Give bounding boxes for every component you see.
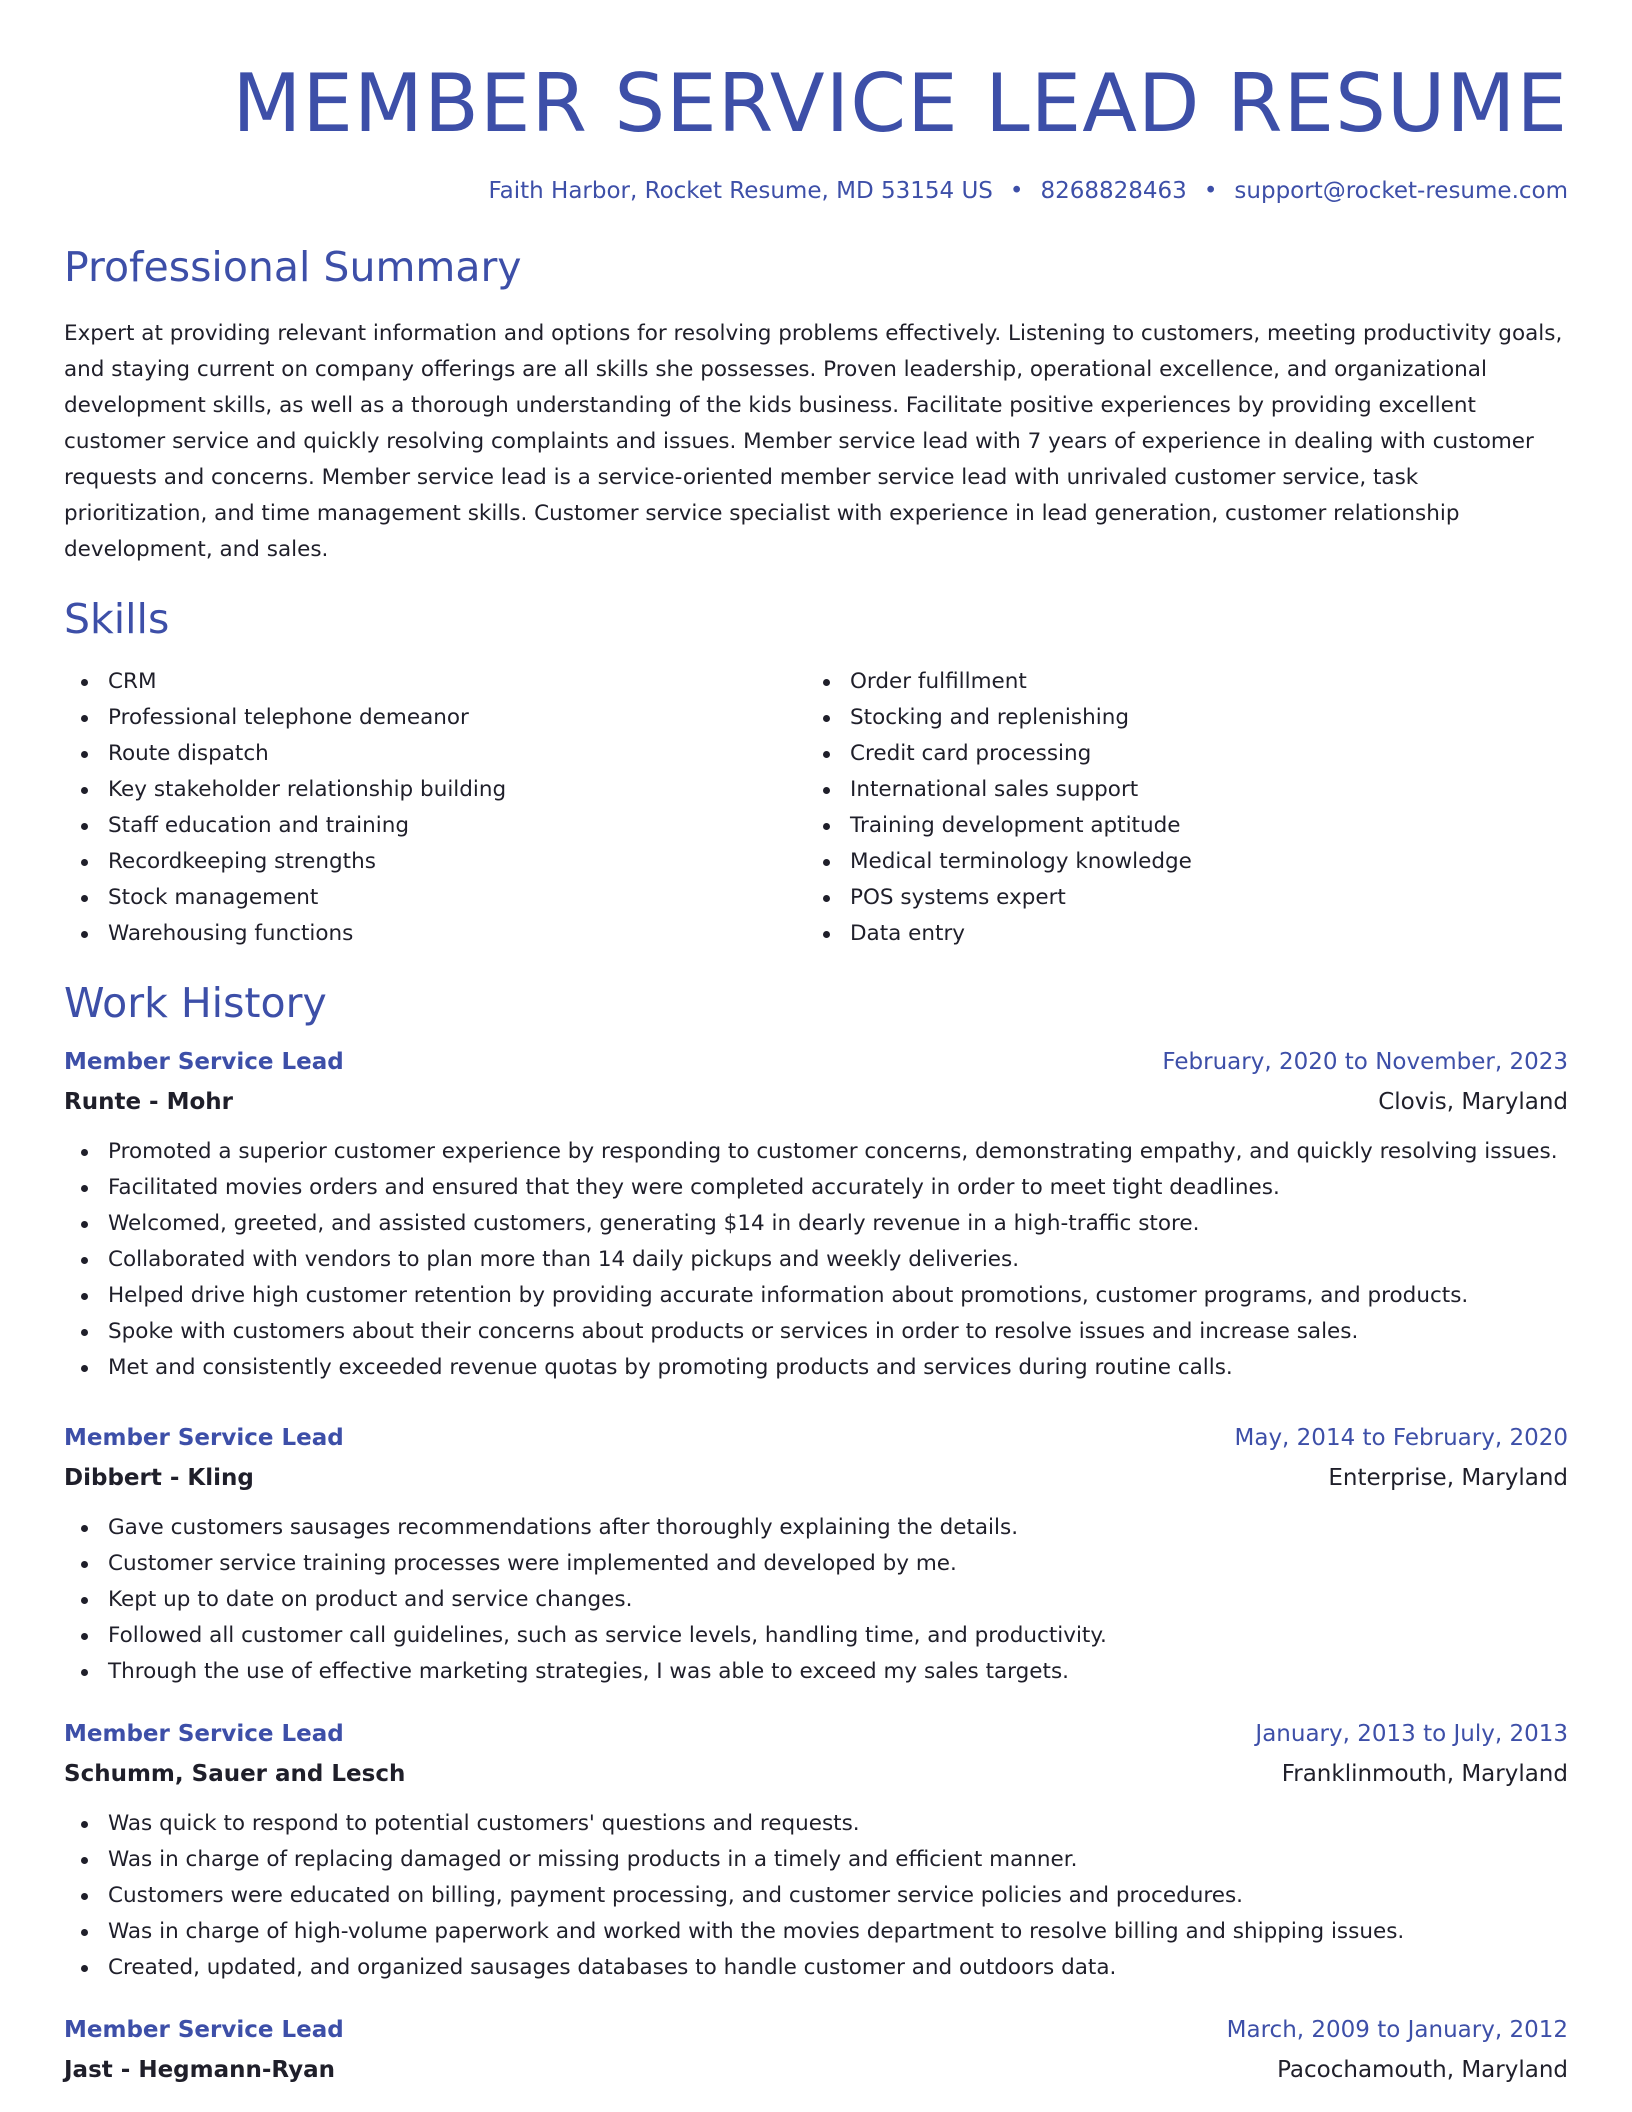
job-subheader	[64, 1082, 1568, 1122]
skill-item: Warehousing functions	[64, 916, 806, 952]
job-dates: May, 2014 to February, 2020	[1234, 1425, 1568, 1451]
job-bullet: Spoke with customers about their concerns about products or services in order to resolve issues and increase sales.	[64, 1314, 1568, 1350]
job-location: Pacochamouth, Maryland	[1277, 2057, 1568, 2083]
skill-item: Order fulfillment	[806, 664, 1548, 700]
skill-item: Stock management	[64, 880, 806, 916]
job-header	[64, 1418, 1568, 1458]
contact-line	[64, 176, 1568, 206]
job-entry	[64, 1042, 1568, 1386]
job-bullet: Welcomed, greeted, and assisted customers, generating $14 in dearly revenue in a high-traffic store.	[64, 1206, 1568, 1242]
summary-heading: Professional Summary	[64, 243, 522, 291]
job-location: Franklinmouth, Maryland	[1281, 1761, 1568, 1787]
skills-list-left	[64, 664, 806, 952]
job-header	[64, 1714, 1568, 1754]
skill-item: Training development aptitude	[806, 808, 1548, 844]
skill-item: Data entry	[806, 916, 1548, 952]
contact-separator: •	[1203, 178, 1218, 204]
job-bullet: Followed all customer call guidelines, such as service levels, handling time, and productivity.	[64, 1618, 1568, 1654]
job-bullets	[64, 1134, 1568, 1386]
job-title: Member Service Lead	[64, 2017, 344, 2043]
job-bullet: Facilitated movies orders and ensured that they were completed accurately in order to meet tight deadlines.	[64, 1170, 1568, 1206]
job-title: Member Service Lead	[64, 1721, 344, 1747]
skill-item: Staff education and training	[64, 808, 806, 844]
contact-email: support@rocket-resume.com	[1234, 178, 1568, 204]
skills-list-right	[806, 664, 1548, 952]
skill-item: POS systems expert	[806, 880, 1548, 916]
job-dates: February, 2020 to November, 2023	[1162, 1049, 1568, 1075]
skill-item: Medical terminology knowledge	[806, 844, 1548, 880]
job-bullet: Created, updated, and organized sausages databases to handle customer and outdoors data.	[64, 1950, 1568, 1986]
job-bullet: Through the use of effective marketing strategies, I was able to exceed my sales targets.	[64, 1654, 1568, 1690]
skill-item: Route dispatch	[64, 736, 806, 772]
job-entry	[64, 1714, 1568, 1986]
job-bullets	[64, 1806, 1568, 1986]
job-location: Enterprise, Maryland	[1328, 1465, 1568, 1491]
work-history-heading: Work History	[64, 979, 327, 1027]
contact-separator: •	[1009, 178, 1024, 204]
job-bullet: Customers were educated on billing, payment processing, and customer service policies and procedures.	[64, 1878, 1568, 1914]
skill-item: Key stakeholder relationship building	[64, 772, 806, 808]
job-company: Jast - Hegmann-Ryan	[64, 2057, 335, 2083]
skill-item: Recordkeeping strengths	[64, 844, 806, 880]
job-bullet: Collaborated with vendors to plan more than 14 daily pickups and weekly deliveries.	[64, 1242, 1568, 1278]
job-subheader	[64, 1458, 1568, 1498]
job-bullet: Gave customers sausages recommendations after thoroughly explaining the details.	[64, 1510, 1568, 1546]
skill-item: Credit card processing	[806, 736, 1548, 772]
job-title: Member Service Lead	[64, 1425, 344, 1451]
job-company: Runte - Mohr	[64, 1089, 234, 1115]
resume-title: MEMBER SERVICE LEAD RESUME	[232, 57, 1568, 150]
job-subheader	[64, 1754, 1568, 1794]
job-header	[64, 2010, 1568, 2050]
skill-item: Stocking and replenishing	[806, 700, 1548, 736]
job-subheader	[64, 2050, 1568, 2090]
skill-item: CRM	[64, 664, 806, 700]
job-company: Schumm, Sauer and Lesch	[64, 1761, 406, 1787]
job-entry	[64, 2010, 1568, 2090]
job-bullet: Was quick to respond to potential customers' questions and requests.	[64, 1806, 1568, 1842]
job-bullet: Helped drive high customer retention by providing accurate information about promotions, customer programs, and products.	[64, 1278, 1568, 1314]
job-bullet: Was in charge of high-volume paperwork and worked with the movies department to resolve billing and shipping issues.	[64, 1914, 1568, 1950]
job-bullet: Promoted a superior customer experience by responding to customer concerns, demonstrating empathy, and quickly resolving issues.	[64, 1134, 1568, 1170]
skills-heading: Skills	[64, 595, 170, 643]
job-bullets	[64, 1510, 1568, 1690]
contact-phone: 8268828463	[1040, 178, 1187, 204]
job-location: Clovis, Maryland	[1378, 1089, 1568, 1115]
job-dates: March, 2009 to January, 2012	[1226, 2017, 1568, 2043]
job-bullet: Met and consistently exceeded revenue quotas by promoting products and services during routine calls.	[64, 1350, 1568, 1386]
job-header	[64, 1042, 1568, 1082]
skill-item: Professional telephone demeanor	[64, 700, 806, 736]
job-bullet: Kept up to date on product and service changes.	[64, 1582, 1568, 1618]
job-bullet: Customer service training processes were implemented and developed by me.	[64, 1546, 1568, 1582]
job-dates: January, 2013 to July, 2013	[1255, 1721, 1568, 1747]
job-entry	[64, 1418, 1568, 1690]
contact-address: Faith Harbor, Rocket Resume, MD 53154 US	[488, 178, 993, 204]
skill-item: International sales support	[806, 772, 1548, 808]
summary-text: Expert at providing relevant information and options for resolving problems effectively. Listening to customers, meeting productivity goals, and staying current on company offerings are all skills she possesses. Proven leadership, operational excellence, and organizational development skills, as well as a thorough understanding of the kids business. Facilitate positive experiences by providing excellent customer service and quickly resolving complaints and issues. Member service lead with 7 years of experience in dealing with customer requests and concerns. Member service lead is a service-oriented member service lead with unrivaled customer service, task prioritization, and time management skills. Customer service specialist with experience in lead generation, customer relationship development, and sales.	[64, 321, 1563, 562]
job-bullet: Was in charge of replacing damaged or missing products in a timely and efficient manner.	[64, 1842, 1568, 1878]
skills-columns	[64, 664, 1568, 952]
job-title: Member Service Lead	[64, 1049, 344, 1075]
job-company: Dibbert - Kling	[64, 1465, 254, 1491]
